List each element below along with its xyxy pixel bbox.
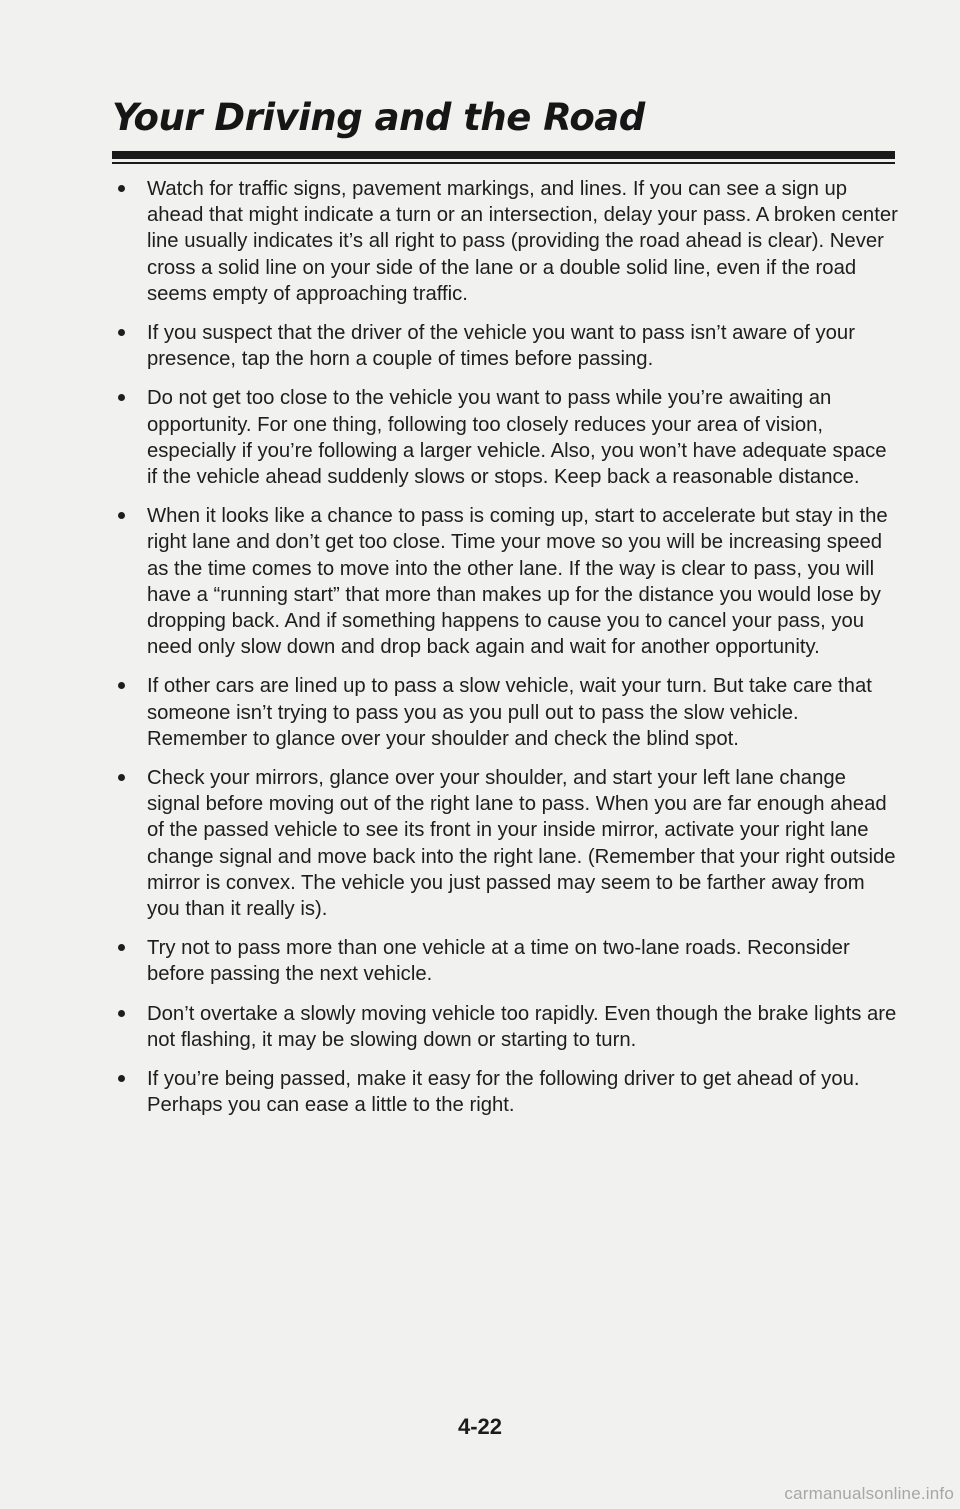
bullet-icon [118,329,125,336]
list-item-text: If you’re being passed, make it easy for the following driver to get ahead of you. Perhaps you can ease a little to the right. [147,1068,860,1117]
bullet-icon [118,1010,125,1017]
bullet-icon [118,512,125,519]
bullet-icon [118,944,125,951]
list-item-text: If you suspect that the driver of the vehicle you want to pass isn’t aware of your presence, tap the horn a couple of times before passing. [147,322,855,371]
header-rule [112,151,895,159]
page-number: 4-22 [457,1414,503,1439]
bullet-icon [118,1075,125,1082]
bullet-icon [118,185,125,192]
watermark: carmanualsonline.info [784,1484,954,1503]
list-item [112,1066,900,1118]
list-item [112,765,900,922]
list-item-text: Check your mirrors, glance over your shoulder, and start your left lane change signal before moving out of the right lane to pass. When you are far enough ahead of the passed vehicle to see its front in your inside mirror, activate your right lane change signal and move back into the right lane. (Remember that your right outside mirror is convex. The vehicle you just passed may seem to be farther away from you than it really is). [147,767,896,921]
header-rule-thin [112,162,895,164]
bullet-list [112,176,900,1132]
list-item-text: Do not get too close to the vehicle you want to pass while you’re awaiting an opportunity. For one thing, following too closely reduces your area of vision, especially if you’re following a larger vehicle. Also, you won’t have adequate space if the vehicle ahead suddenly slows or stops. Keep back a reasonable distance. [147,387,887,489]
list-item [112,673,900,752]
list-item-text: Don’t overtake a slowly moving vehicle too rapidly. Even though the brake lights are not flashing, it may be slowing down or starting to turn. [147,1002,897,1051]
list-item-text: When it looks like a chance to pass is coming up, start to accelerate but stay in the right lane and don’t get too close. Time your move so you will be increasing speed as the time comes to move into the other lane. If the way is clear to pass, you will have a “running start” that more than makes up for the distance you would lose by dropping back. And if something happens to cause you to cancel your pass, you need only slow down and drop back again and wait for another opportunity. [147,505,888,659]
list-item-text: If other cars are lined up to pass a slow vehicle, wait your turn. But take care that someone isn’t trying to pass you as you pull out to pass the slow vehicle. Remember to glance over your shoulder and check the blind spot. [147,675,872,750]
bullet-icon [118,394,125,401]
bullet-icon [118,682,125,689]
list-item [112,176,900,307]
list-item [112,320,900,372]
page-title: Your Driving and the Road [112,96,645,139]
list-item [112,385,900,490]
list-item [112,1001,900,1053]
list-item [112,935,900,987]
bullet-icon [118,774,125,781]
list-item-text: Try not to pass more than one vehicle at a time on two-lane roads. Reconsider before passing the next vehicle. [147,937,850,986]
list-item-text: Watch for traffic signs, pavement markings, and lines. If you can see a sign up ahead that might indicate a turn or an intersection, delay your pass. A broken center line usually indicates it’s all right to pass (providing the road ahead is clear). Never cross a solid line on your side of the lane or a double solid line, even if the road seems empty of approaching traffic. [147,178,898,305]
list-item [112,503,900,660]
